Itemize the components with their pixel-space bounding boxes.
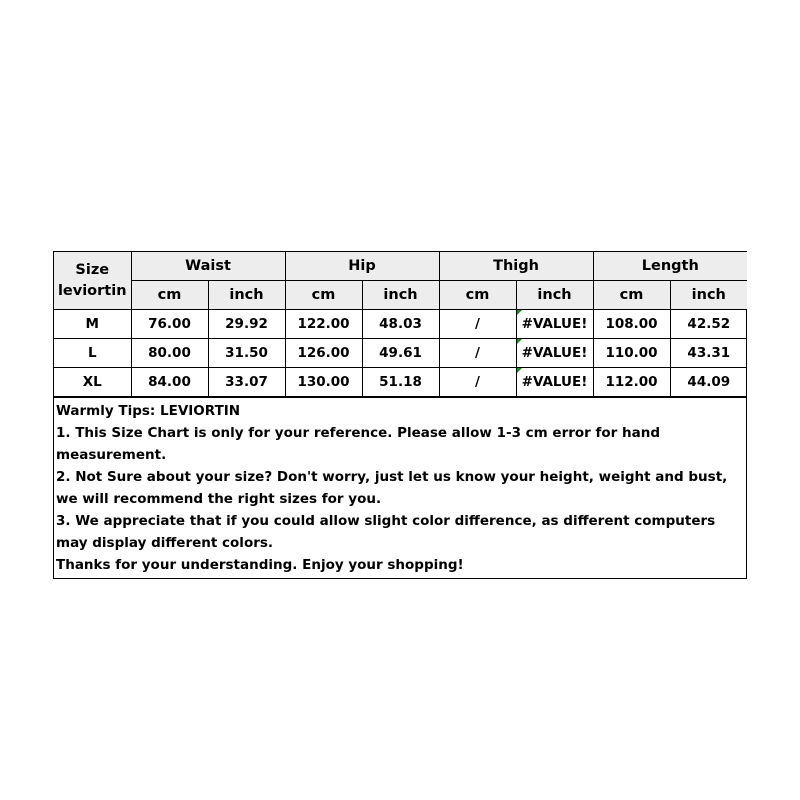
tips-line-3: 3. We appreciate that if you could allow slight color difference, as different computers may display different colors.	[56, 513, 716, 551]
unit-header: cm	[131, 281, 208, 310]
unit-header: inch	[362, 281, 439, 310]
value-cell: 110.00	[593, 339, 670, 368]
value-cell: 43.31	[670, 339, 747, 368]
value-cell: 29.92	[208, 310, 285, 339]
unit-header: inch	[208, 281, 285, 310]
size-header-line2: leviortin	[57, 282, 127, 299]
size-cell: XL	[54, 368, 131, 397]
tips-section	[54, 397, 746, 578]
value-cell: 108.00	[593, 310, 670, 339]
value-cell: 130.00	[285, 368, 362, 397]
size-header-line1: Size	[75, 261, 110, 278]
group-header-waist: Waist	[131, 252, 285, 281]
value-cell: 33.07	[208, 368, 285, 397]
value-cell: 42.52	[670, 310, 747, 339]
value-cell: /	[439, 368, 516, 397]
value-cell: 112.00	[593, 368, 670, 397]
group-header-length: Length	[593, 252, 747, 281]
value-cell-error	[516, 310, 593, 339]
value-cell-error	[516, 339, 593, 368]
tips-title: Warmly Tips: LEVIORTIN	[56, 403, 241, 419]
unit-header: cm	[439, 281, 516, 310]
error-marker-icon	[517, 368, 522, 373]
value-cell: 31.50	[208, 339, 285, 368]
error-marker-icon	[517, 339, 522, 344]
unit-header: cm	[285, 281, 362, 310]
value-cell-error	[516, 368, 593, 397]
value-cell: 48.03	[362, 310, 439, 339]
group-header-hip: Hip	[285, 252, 439, 281]
size-chart	[53, 251, 747, 579]
size-table	[54, 252, 747, 397]
value-cell: 84.00	[131, 368, 208, 397]
table-row	[54, 368, 747, 397]
unit-header: inch	[670, 281, 747, 310]
tips-closing: Thanks for your understanding. Enjoy your shopping!	[56, 557, 464, 573]
error-value: #VALUE!	[521, 345, 588, 361]
value-cell: 51.18	[362, 368, 439, 397]
size-cell: L	[54, 339, 131, 368]
value-cell: 49.61	[362, 339, 439, 368]
value-cell: 76.00	[131, 310, 208, 339]
unit-header: inch	[516, 281, 593, 310]
value-cell: 80.00	[131, 339, 208, 368]
size-header-cell	[54, 252, 131, 310]
value-cell: 122.00	[285, 310, 362, 339]
value-cell: /	[439, 339, 516, 368]
value-cell: 126.00	[285, 339, 362, 368]
error-value: #VALUE!	[521, 316, 588, 332]
table-row	[54, 310, 747, 339]
unit-header: cm	[593, 281, 670, 310]
tips-line-1: 1. This Size Chart is only for your reference. Please allow 1-3 cm error for hand measurement.	[56, 425, 661, 463]
table-row	[54, 339, 747, 368]
error-marker-icon	[517, 310, 522, 315]
tips-line-2: 2. Not Sure about your size? Don't worry, just let us know your height, weight and bust, we will recommend the right sizes for you.	[56, 469, 728, 507]
value-cell: 44.09	[670, 368, 747, 397]
error-value: #VALUE!	[521, 374, 588, 390]
value-cell: /	[439, 310, 516, 339]
group-header-thigh: Thigh	[439, 252, 593, 281]
size-cell: M	[54, 310, 131, 339]
